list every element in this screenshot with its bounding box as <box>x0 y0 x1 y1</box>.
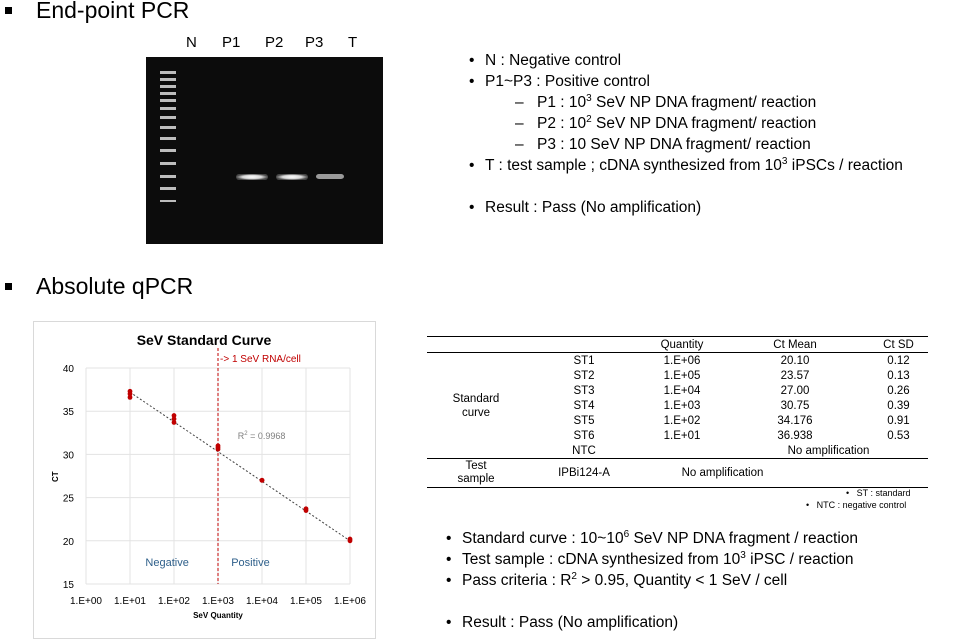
cell: ST1 <box>573 354 595 367</box>
r-squared-label: $R^2 = 0.9968$ <box>237 430 286 441</box>
y-tick-label: 40 <box>62 364 74 375</box>
result-line: • Result : Pass (No amplification) <box>485 197 903 218</box>
gel-image <box>146 57 383 244</box>
data-point <box>348 538 353 543</box>
legend-item: • T : test sample ; cDNA synthesized from $10^3$ iPSCs / reaction <box>485 155 903 176</box>
legend-subitem: – P1 : $10^3$ SeV NP DNA fragment/ reaction <box>537 92 903 113</box>
cell: 0.13 <box>887 369 910 382</box>
trendline <box>130 392 350 541</box>
cell: 1.E+05 <box>663 369 701 382</box>
chart-svg <box>34 322 375 638</box>
header-cell <box>427 337 525 353</box>
lane-label: N <box>186 34 197 51</box>
negative-region-label: Negative <box>145 556 189 569</box>
cell: 0.39 <box>887 399 910 412</box>
y-tick-label: 30 <box>62 450 74 462</box>
legend-subitem: – P3 : 10 SeV NP DNA fragment/ reaction <box>537 134 903 155</box>
lane-label: T <box>348 34 358 51</box>
x-tick-label: 1.E+04 <box>246 596 278 607</box>
test-sample-label: Test sample <box>457 460 495 485</box>
group-label-standard-curve: Standard curve <box>452 392 500 419</box>
table-note: • NTC : negative control <box>806 500 907 510</box>
x-tick-label: 1.E+02 <box>158 596 190 607</box>
legend-subitem: – P2 : $10^2$ SeV NP DNA fragment/ reaction <box>537 113 903 134</box>
cell: 1.E+02 <box>663 414 701 427</box>
cell: 36.938 <box>777 429 813 442</box>
band-p3 <box>316 174 344 179</box>
data-point <box>216 447 221 452</box>
section-title-endpoint-pcr: End-point PCR <box>36 0 190 23</box>
cell: ST6 <box>573 429 595 442</box>
table-header-row <box>427 337 928 353</box>
cell: 0.26 <box>887 384 910 397</box>
qpcr-results-table <box>427 336 928 488</box>
cell: ST2 <box>573 369 595 382</box>
cell: No amplification <box>787 444 870 457</box>
y-ticks <box>63 364 75 591</box>
threshold-label: -> 1 SeV RNA/cell <box>220 354 301 365</box>
x-tick-label: 1.E+00 <box>70 596 102 607</box>
header-cell: Ct SD <box>883 338 914 351</box>
y-tick-label: 25 <box>62 493 74 505</box>
legend-item: • Test sample : cDNA synthesized from $10^3$ iPSC / reaction <box>462 549 858 570</box>
ladder <box>160 71 176 202</box>
gel-svg <box>146 57 383 244</box>
cell: 0.91 <box>887 414 910 427</box>
x-tick-label: 1.E+03 <box>202 596 234 607</box>
legend-item: • Pass criteria : $R^2 > 0.95$, Quantity < 1 SeV / cell <box>462 570 858 591</box>
cell: No amplification <box>681 467 764 479</box>
cell: NTC <box>572 444 596 457</box>
x-tick-label: 1.E+06 <box>334 596 366 607</box>
cell: 30.75 <box>780 399 810 412</box>
data-point <box>172 420 177 425</box>
y-tick-label: 20 <box>62 536 74 548</box>
x-tick-label: 1.E+05 <box>290 596 322 607</box>
cell: 20.10 <box>780 354 810 367</box>
header-cell: Ct Mean <box>773 338 817 351</box>
cell: 1.E+06 <box>663 354 701 367</box>
cell: 0.12 <box>887 354 910 367</box>
legend-item: • N : Negative control <box>485 50 903 71</box>
legend-item: • Standard curve : $10\sim 10^6$ SeV NP DNA fragment / reaction <box>462 528 858 549</box>
cell: 34.176 <box>777 414 813 427</box>
table-note: • ST : standard <box>846 488 911 498</box>
y-axis-label: CT <box>51 471 60 482</box>
data-point <box>260 478 265 483</box>
y-tick-label: 15 <box>62 580 74 591</box>
lane-label: P3 <box>305 34 324 51</box>
cell: ST5 <box>573 414 595 427</box>
result-line: • Result : Pass (No amplification) <box>462 612 858 633</box>
y-tick-label: 35 <box>62 407 74 419</box>
cell: 0.53 <box>887 429 910 442</box>
cell: 1.E+01 <box>663 429 701 442</box>
x-axis-label: SeV Quantity <box>193 611 243 620</box>
chart-title: SeV Standard Curve <box>136 332 272 348</box>
section-title-absolute-qpcr: Absolute qPCR <box>36 273 194 299</box>
cell: 27.00 <box>780 384 810 397</box>
cell: IPBi124-A <box>558 467 610 479</box>
cell: ST4 <box>573 399 595 412</box>
cell: 1.E+04 <box>663 384 701 397</box>
section-bullet <box>5 283 12 290</box>
band-p1 <box>236 174 268 180</box>
data-point <box>128 395 133 400</box>
lane-label: P1 <box>222 34 241 51</box>
lane-label: P2 <box>265 34 284 51</box>
table-row <box>427 353 928 369</box>
legend-item: • P1~P3 : Positive control <box>485 71 903 92</box>
band-p2 <box>276 174 308 180</box>
data-point <box>304 508 309 513</box>
x-ticks <box>70 596 366 607</box>
qpcr-legend <box>462 528 858 633</box>
cell: ST3 <box>573 384 595 397</box>
x-tick-label: 1.E+01 <box>114 596 146 607</box>
positive-region-label: Positive <box>231 556 270 569</box>
header-cell: Quantity <box>660 338 704 351</box>
pcr-legend <box>485 50 903 218</box>
standard-curve-chart <box>33 321 376 639</box>
cell: 23.57 <box>780 369 810 382</box>
section-bullet <box>5 7 12 14</box>
header-cell <box>525 337 643 353</box>
cell: 1.E+03 <box>663 399 701 412</box>
table-row-test <box>427 459 928 488</box>
